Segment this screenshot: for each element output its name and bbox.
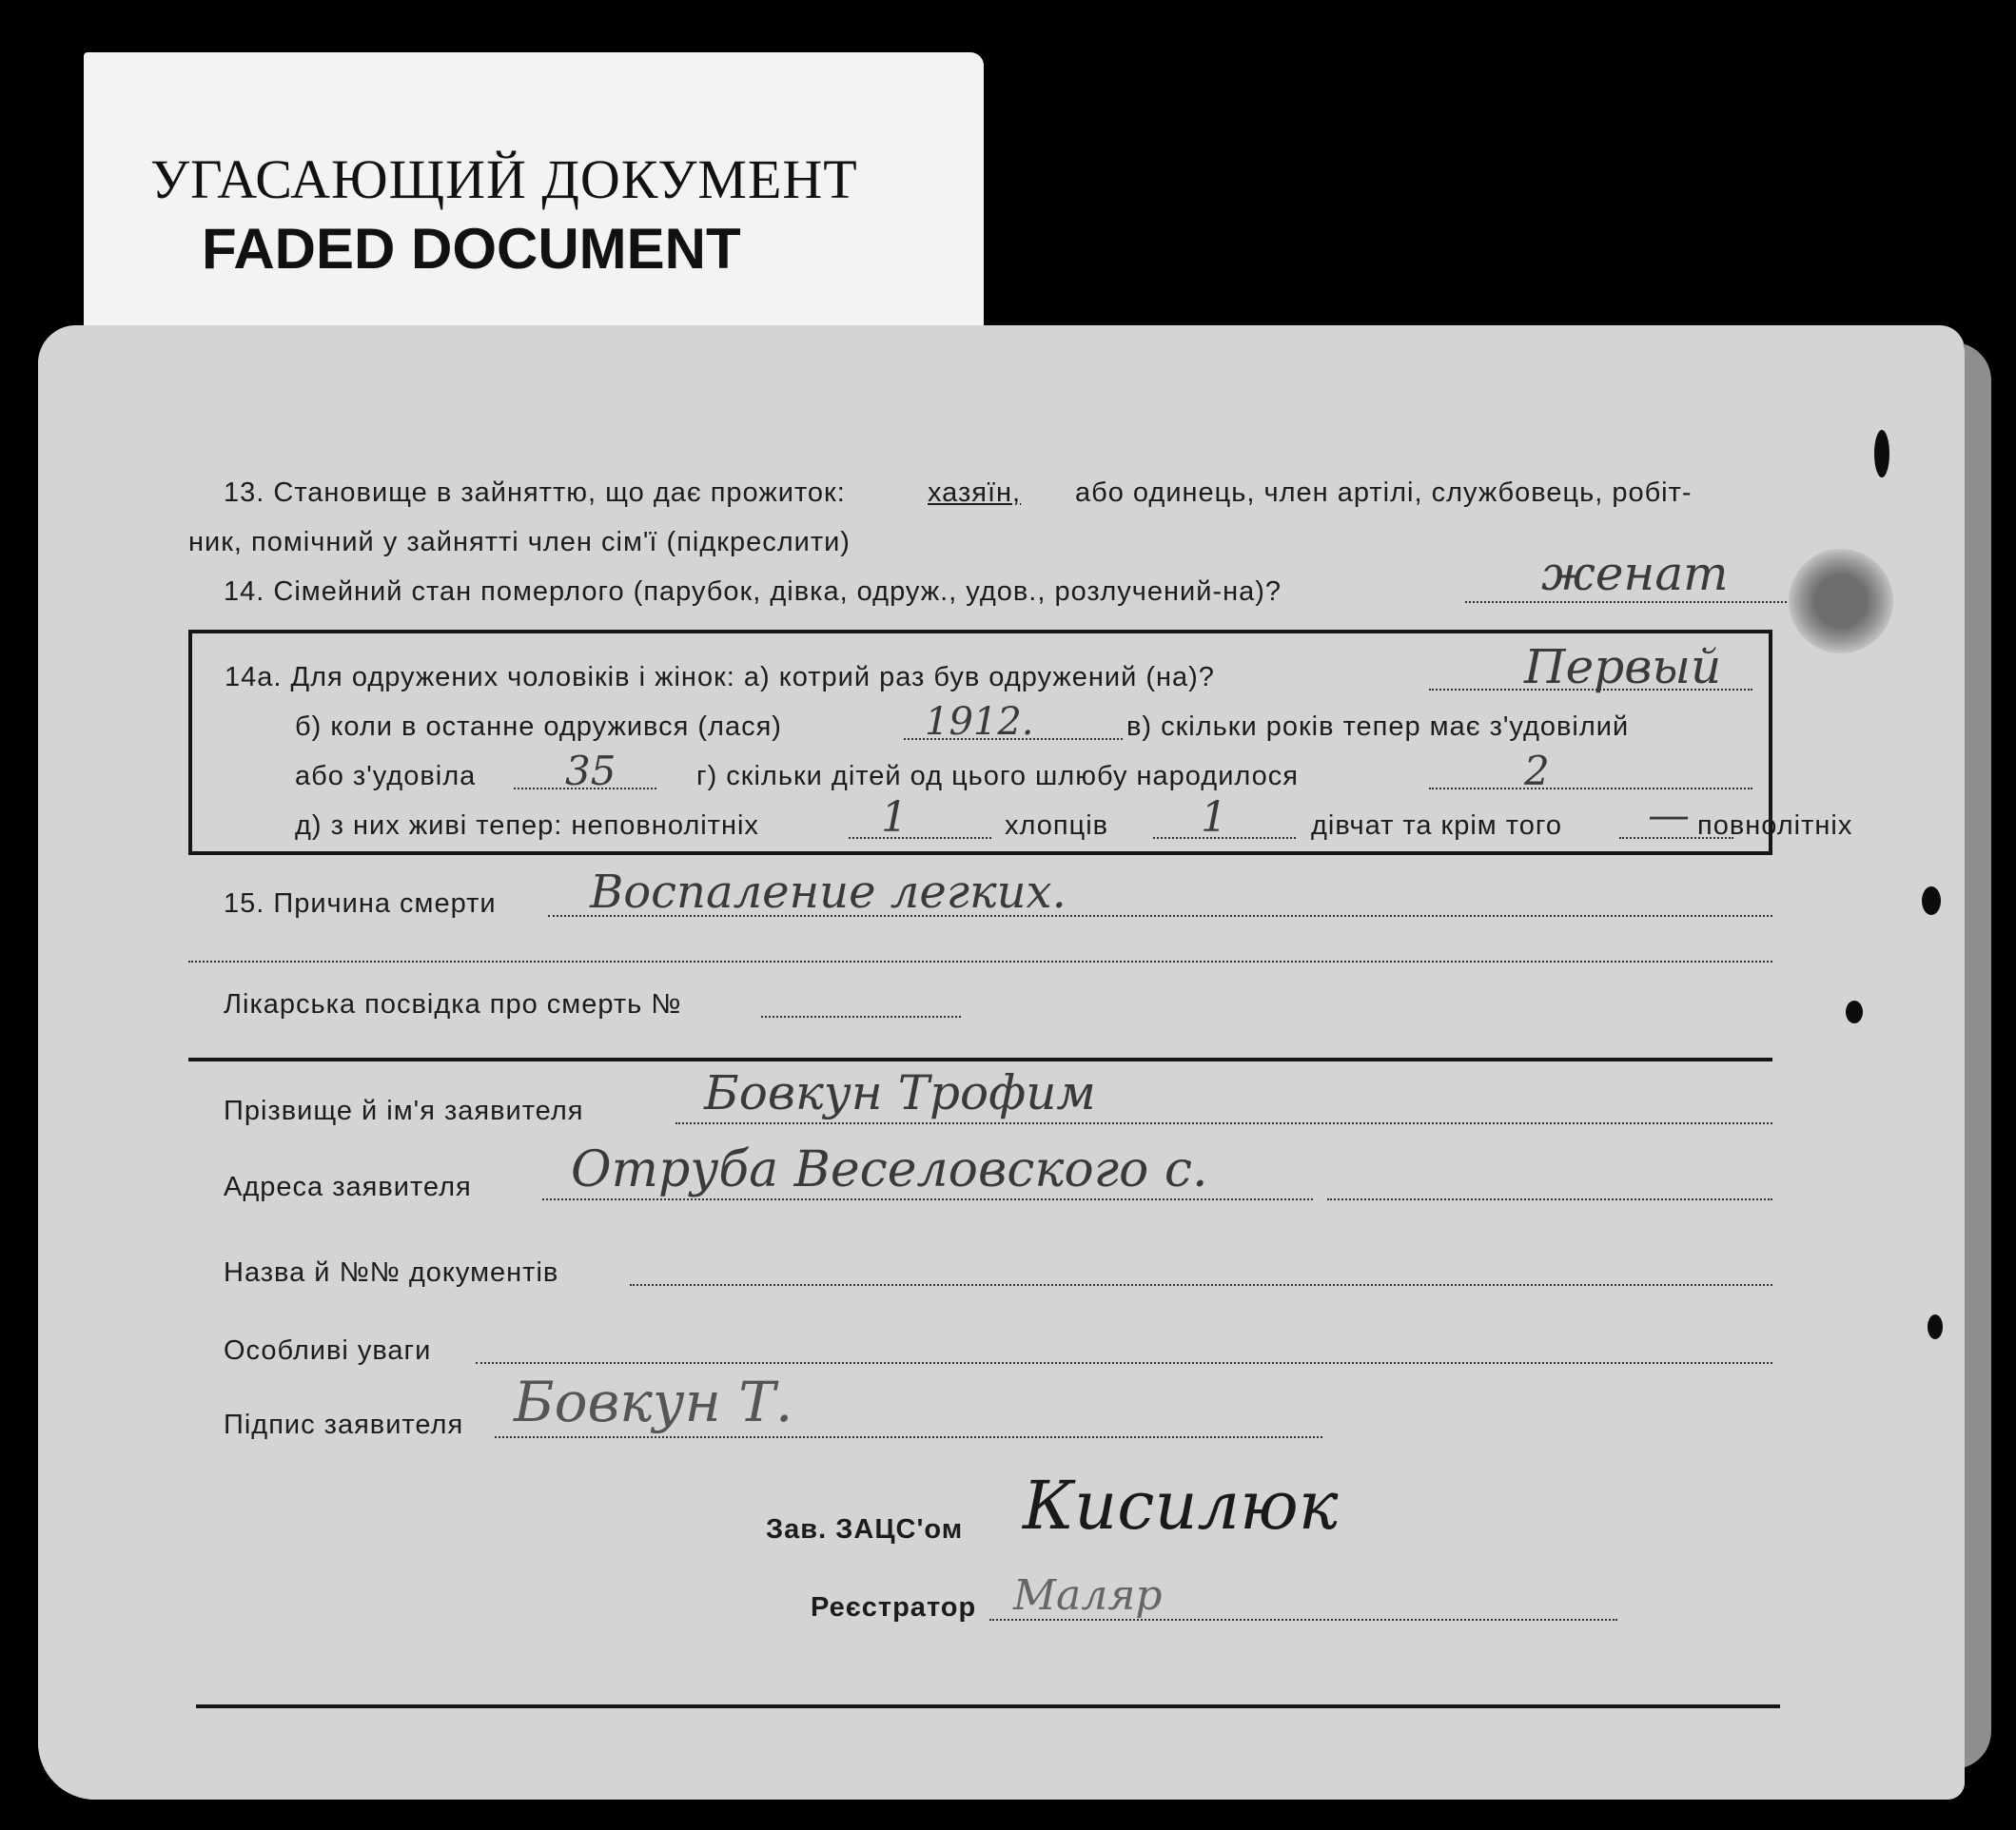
documents-label: Назва й №№ документів	[224, 1257, 559, 1288]
head-zags-label: Зав. ЗАЦС'ом	[766, 1514, 964, 1545]
q14-dotted-line	[1465, 601, 1817, 603]
q14a-answer-g: 2	[1524, 748, 1550, 794]
med-cert-label: Лікарська посвідка про смерть №	[224, 989, 682, 1020]
documents-dotted-line	[630, 1284, 1772, 1286]
applicant-name-label: Прізвище й ім'я заявителя	[224, 1096, 584, 1126]
punch-hole	[1789, 549, 1893, 653]
head-zags-signature: Кисилюк	[1023, 1467, 1339, 1545]
q14a-dotted-d1	[849, 837, 991, 839]
q14-handwritten-answer: женат	[1541, 546, 1729, 601]
signature-dotted-line	[495, 1436, 1322, 1438]
remarks-dotted-line	[476, 1362, 1772, 1364]
q14a-box	[188, 630, 1853, 855]
remarks-label: Особливі уваги	[224, 1335, 432, 1366]
med-cert-dotted-line	[761, 1016, 961, 1018]
q15-label: 15. Причина смерти	[224, 888, 497, 919]
q14a-answer-d3: —	[1648, 791, 1690, 840]
q14a-line2-b: б) коли в останне одружився (лася)	[295, 711, 782, 742]
q14a-line2-v: в) скільки років тепер має з'удовілий	[1126, 711, 1630, 742]
q14a-line1: 14а. Для одружених чоловіків і жінок: а) котрий раз був одружений (на)?	[225, 662, 1215, 692]
q14a-adults-label: повнолітніх	[1697, 810, 1853, 841]
applicant-address-dotted-line-2	[1327, 1198, 1772, 1200]
q13-line2: ник, помічний у зайнятті член сім'ї (підкреслити)	[188, 527, 851, 557]
q14a-answer-d2: 1	[1201, 793, 1227, 842]
ink-stain	[1846, 1001, 1863, 1023]
applicant-name-answer: Бовкун Трофим	[704, 1065, 1096, 1120]
q13-options: або одинець, член артілі, службовець, робіт-	[1075, 477, 1693, 508]
q14a-answer-v: 35	[565, 748, 617, 794]
q14a-answer-d1: 1	[881, 793, 908, 842]
q14a-line4-d: д) з них живі тепер: неповнолітніх	[295, 810, 759, 841]
registrar-signature: Маляр	[1013, 1571, 1163, 1620]
sheet-paper	[38, 325, 1965, 1800]
section-divider	[188, 1058, 1772, 1061]
q14a-answer-a: Первый	[1524, 639, 1722, 694]
applicant-address-answer: Отруба Веселовского с.	[571, 1141, 1208, 1198]
q13-underlined-answer: хазяїн,	[928, 477, 1022, 508]
q14a-line3-a: або з'удовіла	[295, 761, 477, 791]
applicant-name-dotted-line	[675, 1122, 1772, 1124]
faded-document-label	[84, 52, 984, 342]
signature-label: Підпис заявителя	[224, 1410, 464, 1440]
q14a-boys-label: хлопців	[1005, 810, 1109, 841]
ink-stain	[1928, 1314, 1943, 1339]
q14a-dotted-g	[1429, 788, 1752, 789]
label-russian: УГАСАЮЩИЙ ДОКУМЕНТ	[150, 148, 858, 210]
q15-dotted-line-2	[188, 961, 1772, 963]
label-english: FADED DOCUMENT	[202, 217, 741, 281]
bottom-rule	[196, 1704, 1780, 1708]
q13-label: 13. Становище в зайняттю, що дає прожиток:	[224, 477, 846, 508]
q14a-girls-label: дівчат та крім того	[1311, 810, 1562, 841]
q14a-line3-g: г) скільки дітей од цього шлюбу народилося	[696, 761, 1299, 791]
q14a-answer-b: 1912.	[925, 700, 1034, 744]
applicant-signature: Бовкун Т.	[514, 1370, 793, 1434]
document-sheet	[38, 325, 1965, 1800]
q14-label: 14. Сімейний стан померлого (парубок, дівка, одруж., удов., розлучений-на)?	[224, 576, 1282, 607]
applicant-address-label: Адреса заявителя	[224, 1172, 472, 1202]
applicant-address-dotted-line	[542, 1198, 1313, 1200]
ink-stain	[1922, 886, 1941, 915]
registrar-label: Реєстратор	[811, 1592, 977, 1623]
ink-stain	[1874, 430, 1889, 477]
q15-handwritten-answer: Воспаление легких.	[590, 866, 1067, 919]
